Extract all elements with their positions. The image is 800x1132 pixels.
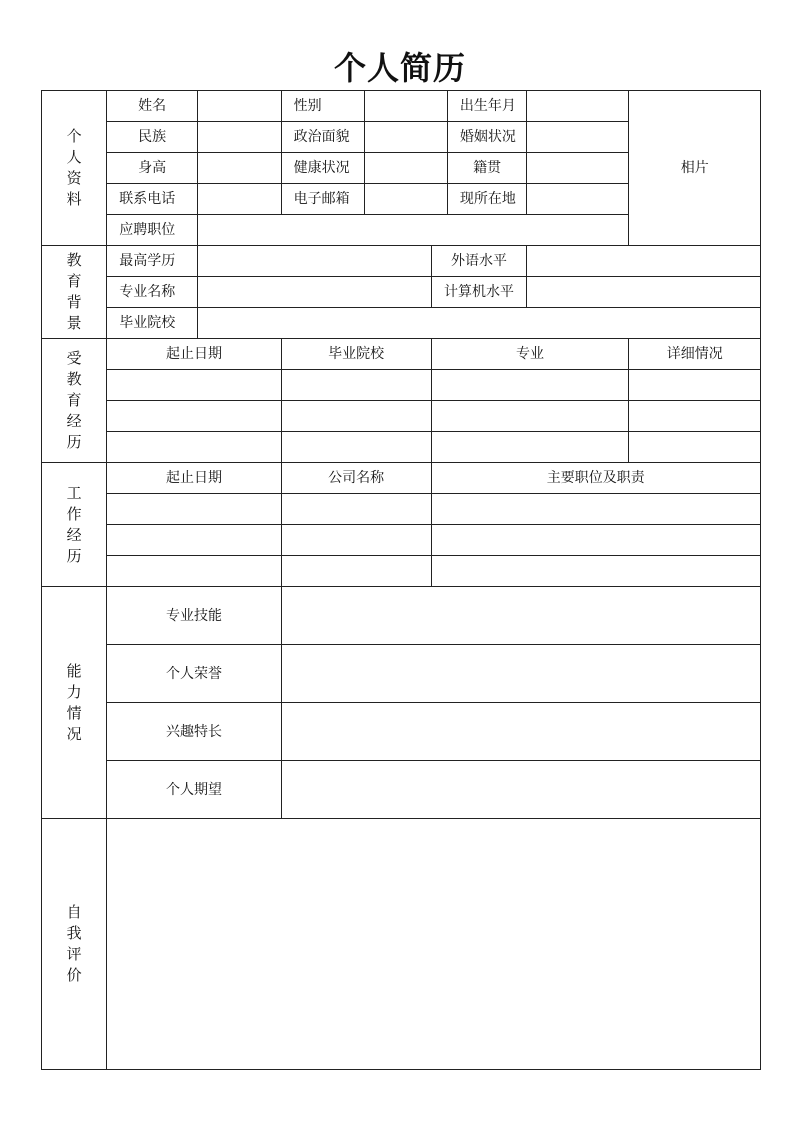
section-education-background: 教育背景 [42,246,107,339]
table-row [42,556,761,587]
label-location: 现所在地 [447,184,527,215]
label-honors: 个人荣誉 [107,645,281,703]
label-email: 电子邮箱 [281,184,365,215]
field-marital[interactable] [527,122,629,153]
label-major: 专业名称 [107,277,198,308]
edu-cell[interactable] [107,401,281,432]
field-interests[interactable] [281,703,760,761]
section-work-history: 工作经历 [42,463,107,587]
work-cell[interactable] [107,525,281,556]
field-self-evaluation[interactable] [107,819,761,1070]
label-native-place: 籍贯 [447,153,527,184]
section-self-evaluation: 自我评价 [42,819,107,1070]
field-honors[interactable] [281,645,760,703]
edu-cell[interactable] [431,401,629,432]
label-expectations: 个人期望 [107,761,281,819]
label-computer: 计算机水平 [431,277,527,308]
work-cell[interactable] [107,556,281,587]
table-row [42,494,761,525]
section-personal-info: 个人资料 [42,91,107,246]
label-health: 健康状况 [281,153,365,184]
field-name[interactable] [198,91,282,122]
field-position[interactable] [198,215,629,246]
label-skills: 专业技能 [107,587,281,645]
label-ethnicity: 民族 [107,122,198,153]
label-political: 政治面貌 [281,122,365,153]
field-degree[interactable] [198,246,432,277]
label-phone: 联系电话 [107,184,198,215]
field-height[interactable] [198,153,282,184]
edu-header-dates: 起止日期 [107,339,281,370]
field-health[interactable] [365,153,448,184]
label-school: 毕业院校 [107,308,198,339]
label-position: 应聘职位 [107,215,198,246]
edu-cell[interactable] [107,370,281,401]
edu-cell[interactable] [107,432,281,463]
label-gender: 性别 [281,91,365,122]
field-school[interactable] [198,308,761,339]
label-birth: 出生年月 [447,91,527,122]
field-phone[interactable] [198,184,282,215]
edu-cell[interactable] [281,401,431,432]
edu-header-school: 毕业院校 [281,339,431,370]
field-location[interactable] [527,184,629,215]
work-cell[interactable] [281,556,431,587]
work-cell[interactable] [431,556,760,587]
work-cell[interactable] [107,494,281,525]
work-header-company: 公司名称 [281,463,431,494]
edu-cell[interactable] [629,370,761,401]
label-interests: 兴趣特长 [107,703,281,761]
work-header-duties: 主要职位及职责 [431,463,760,494]
work-cell[interactable] [431,494,760,525]
field-political[interactable] [365,122,448,153]
table-row [42,525,761,556]
section-abilities: 能力情况 [42,587,107,819]
label-degree: 最高学历 [107,246,198,277]
field-skills[interactable] [281,587,760,645]
edu-header-details: 详细情况 [629,339,761,370]
resume-table [41,90,761,1070]
edu-cell[interactable] [629,432,761,463]
table-row [42,370,761,401]
section-education-history: 受教育经历 [42,339,107,463]
edu-header-major: 专业 [431,339,629,370]
table-row [42,401,761,432]
label-height: 身高 [107,153,198,184]
field-expectations[interactable] [281,761,760,819]
label-marital: 婚姻状况 [447,122,527,153]
edu-cell[interactable] [281,370,431,401]
edu-cell[interactable] [431,432,629,463]
edu-cell[interactable] [431,370,629,401]
field-birth[interactable] [527,91,629,122]
field-major[interactable] [198,277,432,308]
edu-cell[interactable] [281,432,431,463]
page-title: 个人简历 [333,49,466,87]
field-email[interactable] [365,184,448,215]
field-computer[interactable] [527,277,761,308]
field-gender[interactable] [365,91,448,122]
table-row [42,432,761,463]
work-header-dates: 起止日期 [107,463,281,494]
field-language[interactable] [527,246,761,277]
field-ethnicity[interactable] [198,122,282,153]
work-cell[interactable] [281,494,431,525]
work-cell[interactable] [431,525,760,556]
photo-box[interactable]: 相片 [629,91,761,246]
edu-cell[interactable] [629,401,761,432]
field-native-place[interactable] [527,153,629,184]
label-language: 外语水平 [431,246,527,277]
label-name: 姓名 [107,91,198,122]
work-cell[interactable] [281,525,431,556]
